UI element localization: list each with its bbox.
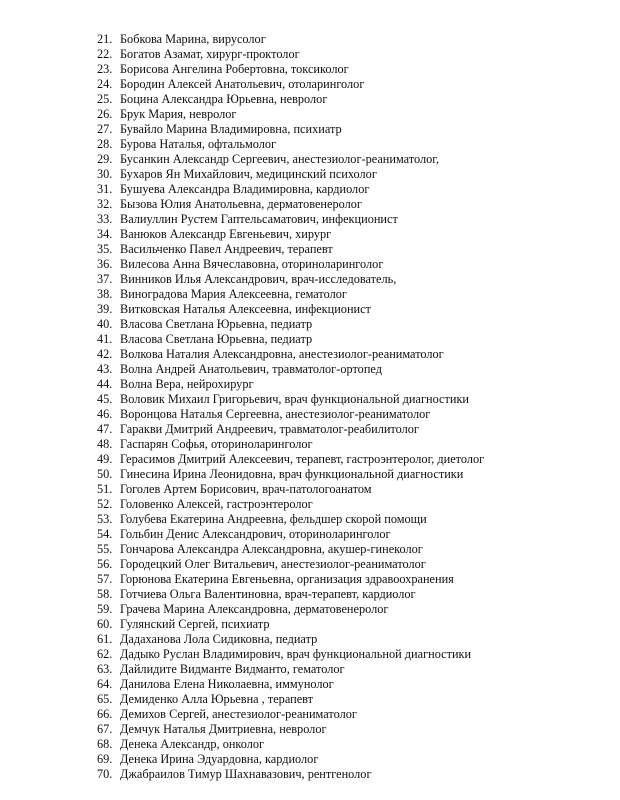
list-item: [0, 452, 620, 467]
list-item: [0, 482, 620, 497]
list-item-text: Денека Александр, онколог: [120, 737, 265, 751]
list-item-text: Волна Андрей Анатольевич, травматолог-ортопед: [120, 362, 382, 376]
list-item-number: 24.: [97, 77, 113, 91]
list-item-text: Бобкова Марина, вирусолог: [120, 32, 266, 46]
list-item: [0, 512, 620, 527]
list-item-text: Демихов Сергей, анестезиолог-реаниматолог: [120, 707, 357, 721]
list-item: [0, 392, 620, 407]
list-item-number: 57.: [97, 572, 113, 586]
specialist-list: [0, 32, 620, 782]
list-item: [0, 47, 620, 62]
list-item-number: 70.: [97, 767, 113, 781]
list-item-number: 69.: [97, 752, 113, 766]
list-item-number: 30.: [97, 167, 113, 181]
list-item-text: Гулянский Сергей, психиатр: [120, 617, 270, 631]
list-item: [0, 437, 620, 452]
list-item-number: 21.: [97, 32, 113, 46]
list-item: [0, 527, 620, 542]
list-item-number: 29.: [97, 152, 113, 166]
list-item-number: 41.: [97, 332, 113, 346]
list-item: [0, 692, 620, 707]
list-item-number: 68.: [97, 737, 113, 751]
list-item-number: 61.: [97, 632, 113, 646]
list-item-number: 47.: [97, 422, 113, 436]
list-item-text: Данилова Елена Николаевна, иммунолог: [120, 677, 334, 691]
list-item: [0, 212, 620, 227]
list-item-text: Демчук Наталья Дмитриевна, невролог: [120, 722, 327, 736]
list-item-number: 38.: [97, 287, 113, 301]
list-item: [0, 77, 620, 92]
list-item-text: Витковская Наталья Алексеевна, инфекционист: [120, 302, 371, 316]
list-item: [0, 122, 620, 137]
list-item-number: 44.: [97, 377, 113, 391]
list-item-text: Герасимов Дмитрий Алексеевич, терапевт, гастроэнтеролог, диетолог: [120, 452, 485, 466]
list-item-number: 33.: [97, 212, 113, 226]
list-item-text: Брук Мария, невролог: [120, 107, 237, 121]
list-item: [0, 407, 620, 422]
list-item: [0, 332, 620, 347]
list-item-text: Власова Светлана Юрьевна, педиатр: [120, 332, 313, 346]
list-item: [0, 662, 620, 677]
list-item: [0, 587, 620, 602]
list-item-number: 65.: [97, 692, 113, 706]
list-item: [0, 362, 620, 377]
list-item-text: Горюнова Екатерина Евгеньевна, организация здравоохранения: [120, 572, 454, 586]
list-item-number: 26.: [97, 107, 113, 121]
list-item-text: Васильченко Павел Андреевич, терапевт: [120, 242, 333, 256]
list-item-number: 62.: [97, 647, 113, 661]
list-item-number: 52.: [97, 497, 113, 511]
list-item-number: 59.: [97, 602, 113, 616]
list-item-number: 27.: [97, 122, 113, 136]
list-item-text: Гоголев Артем Борисович, врач-патологоанатом: [120, 482, 372, 496]
list-item-text: Демиденко Алла Юрьевна , терапевт: [120, 692, 314, 706]
list-item-text: Бусанкин Александр Сергеевич, анестезиолог-реаниматолог,: [120, 152, 440, 166]
list-item-text: Городецкий Олег Витальевич, анестезиолог-реаниматолог: [120, 557, 426, 571]
list-item-text: Готчиева Ольга Валентиновна, врач-терапевт, кардиолог: [120, 587, 416, 601]
list-item-text: Бушуева Александра Владимировна, кардиолог: [120, 182, 370, 196]
list-item-number: 40.: [97, 317, 113, 331]
list-item-text: Воловик Михаил Григорьевич, врач функциональной диагностики: [120, 392, 470, 406]
list-item-text: Дадаханова Лола Сидиковна, педиатр: [120, 632, 318, 646]
list-item-number: 64.: [97, 677, 113, 691]
list-item-text: Гинесина Ирина Леонидовна, врач функциональной диагностики: [120, 467, 464, 481]
list-item-number: 25.: [97, 92, 113, 106]
list-item-number: 45.: [97, 392, 113, 406]
list-item: [0, 557, 620, 572]
list-item: [0, 287, 620, 302]
list-item-text: Грачева Марина Александровна, дерматовенеролог: [120, 602, 389, 616]
list-item-text: Борисова Ангелина Робертовна, токсиколог: [120, 62, 349, 76]
list-item-number: 54.: [97, 527, 113, 541]
list-item-text: Вилесова Анна Вячеславовна, оториноларинголог: [120, 257, 384, 271]
list-item-number: 66.: [97, 707, 113, 721]
list-item: [0, 542, 620, 557]
list-item-text: Дайлидите Видманте Видманто, гематолог: [120, 662, 345, 676]
list-item-text: Гончарова Александра Александровна, акушер-гинеколог: [120, 542, 423, 556]
list-item-number: 49.: [97, 452, 113, 466]
list-item-text: Боцина Александра Юрьевна, невролог: [120, 92, 328, 106]
list-item-number: 23.: [97, 62, 113, 76]
list-item-text: Валиуллин Рустем Гаптельсаматович, инфекционист: [120, 212, 398, 226]
list-item-text: Виноградова Мария Алексеевна, гематолог: [120, 287, 347, 301]
list-item-number: 42.: [97, 347, 113, 361]
list-item-number: 48.: [97, 437, 113, 451]
list-item-text: Богатов Азамат, хирург-проктолог: [120, 47, 300, 61]
list-item: [0, 707, 620, 722]
list-item: [0, 152, 620, 167]
list-item-text: Бурова Наталья, офтальмолог: [120, 137, 277, 151]
list-item-text: Бородин Алексей Анатольевич, отоларинголог: [120, 77, 365, 91]
list-item-number: 37.: [97, 272, 113, 286]
list-item: [0, 317, 620, 332]
list-item-number: 67.: [97, 722, 113, 736]
list-item-number: 60.: [97, 617, 113, 631]
list-item: [0, 272, 620, 287]
list-item: [0, 632, 620, 647]
list-item-text: Бухаров Ян Михайлович, медицинский психолог: [120, 167, 377, 181]
list-item-text: Бувайло Марина Владимировна, психиатр: [120, 122, 342, 136]
list-item: [0, 737, 620, 752]
list-item-number: 43.: [97, 362, 113, 376]
list-item-number: 51.: [97, 482, 113, 496]
list-item: [0, 422, 620, 437]
list-item: [0, 167, 620, 182]
list-item-text: Джабраилов Тимур Шахнавазович, рентгенолог: [120, 767, 372, 781]
list-item: [0, 257, 620, 272]
list-item: [0, 107, 620, 122]
list-item: [0, 677, 620, 692]
list-item-number: 63.: [97, 662, 113, 676]
list-item-text: Воронцова Наталья Сергеевна, анестезиолог-реаниматолог: [120, 407, 431, 421]
list-item: [0, 572, 620, 587]
list-item: [0, 467, 620, 482]
list-item-number: 58.: [97, 587, 113, 601]
list-item-text: Дадыко Руслан Владимирович, врач функциональной диагностики: [120, 647, 472, 661]
list-item-text: Головенко Алексей, гастроэнтеролог: [120, 497, 313, 511]
list-item-number: 55.: [97, 542, 113, 556]
list-item: [0, 752, 620, 767]
list-item-text: Голубева Екатерина Андреевна, фельдшер скорой помощи: [120, 512, 427, 526]
list-item: [0, 497, 620, 512]
list-item: [0, 137, 620, 152]
list-item-text: Волкова Наталия Александровна, анестезиолог-реаниматолог: [120, 347, 444, 361]
list-item-text: Денека Ирина Эдуардовна, кардиолог: [120, 752, 319, 766]
list-item-text: Гольбин Денис Александрович, оториноларинголог: [120, 527, 391, 541]
list-item-text: Бызова Юлия Анатольевна, дерматовенеролог: [120, 197, 362, 211]
list-item: [0, 602, 620, 617]
list-item-number: 56.: [97, 557, 113, 571]
list-item-number: 36.: [97, 257, 113, 271]
list-item: [0, 377, 620, 392]
list-item-text: Гаспарян Софья, оториноларинголог: [120, 437, 313, 451]
list-item-text: Ванюков Александр Евгеньевич, хирург: [120, 227, 332, 241]
list-item: [0, 182, 620, 197]
list-item: [0, 62, 620, 77]
list-item-number: 22.: [97, 47, 113, 61]
list-item: [0, 617, 620, 632]
list-item-number: 39.: [97, 302, 113, 316]
list-item: [0, 302, 620, 317]
list-item: [0, 92, 620, 107]
list-item: [0, 32, 620, 47]
list-item: [0, 197, 620, 212]
list-item: [0, 242, 620, 257]
list-item: [0, 347, 620, 362]
list-item-number: 28.: [97, 137, 113, 151]
list-item-number: 53.: [97, 512, 113, 526]
list-item: [0, 722, 620, 737]
list-item-text: Винников Илья Александрович, врач-исследователь,: [120, 272, 397, 286]
list-item: [0, 227, 620, 242]
list-item: [0, 767, 620, 782]
list-item-number: 35.: [97, 242, 113, 256]
list-item-number: 46.: [97, 407, 113, 421]
list-item-number: 50.: [97, 467, 113, 481]
list-item: [0, 647, 620, 662]
list-item-text: Власова Светлана Юрьевна, педиатр: [120, 317, 313, 331]
list-item-text: Волна Вера, нейрохирург: [120, 377, 254, 391]
list-item-text: Гаракви Дмитрий Андреевич, травматолог-реабилитолог: [120, 422, 419, 436]
list-item-number: 34.: [97, 227, 113, 241]
list-item-number: 31.: [97, 182, 113, 196]
list-item-number: 32.: [97, 197, 113, 211]
